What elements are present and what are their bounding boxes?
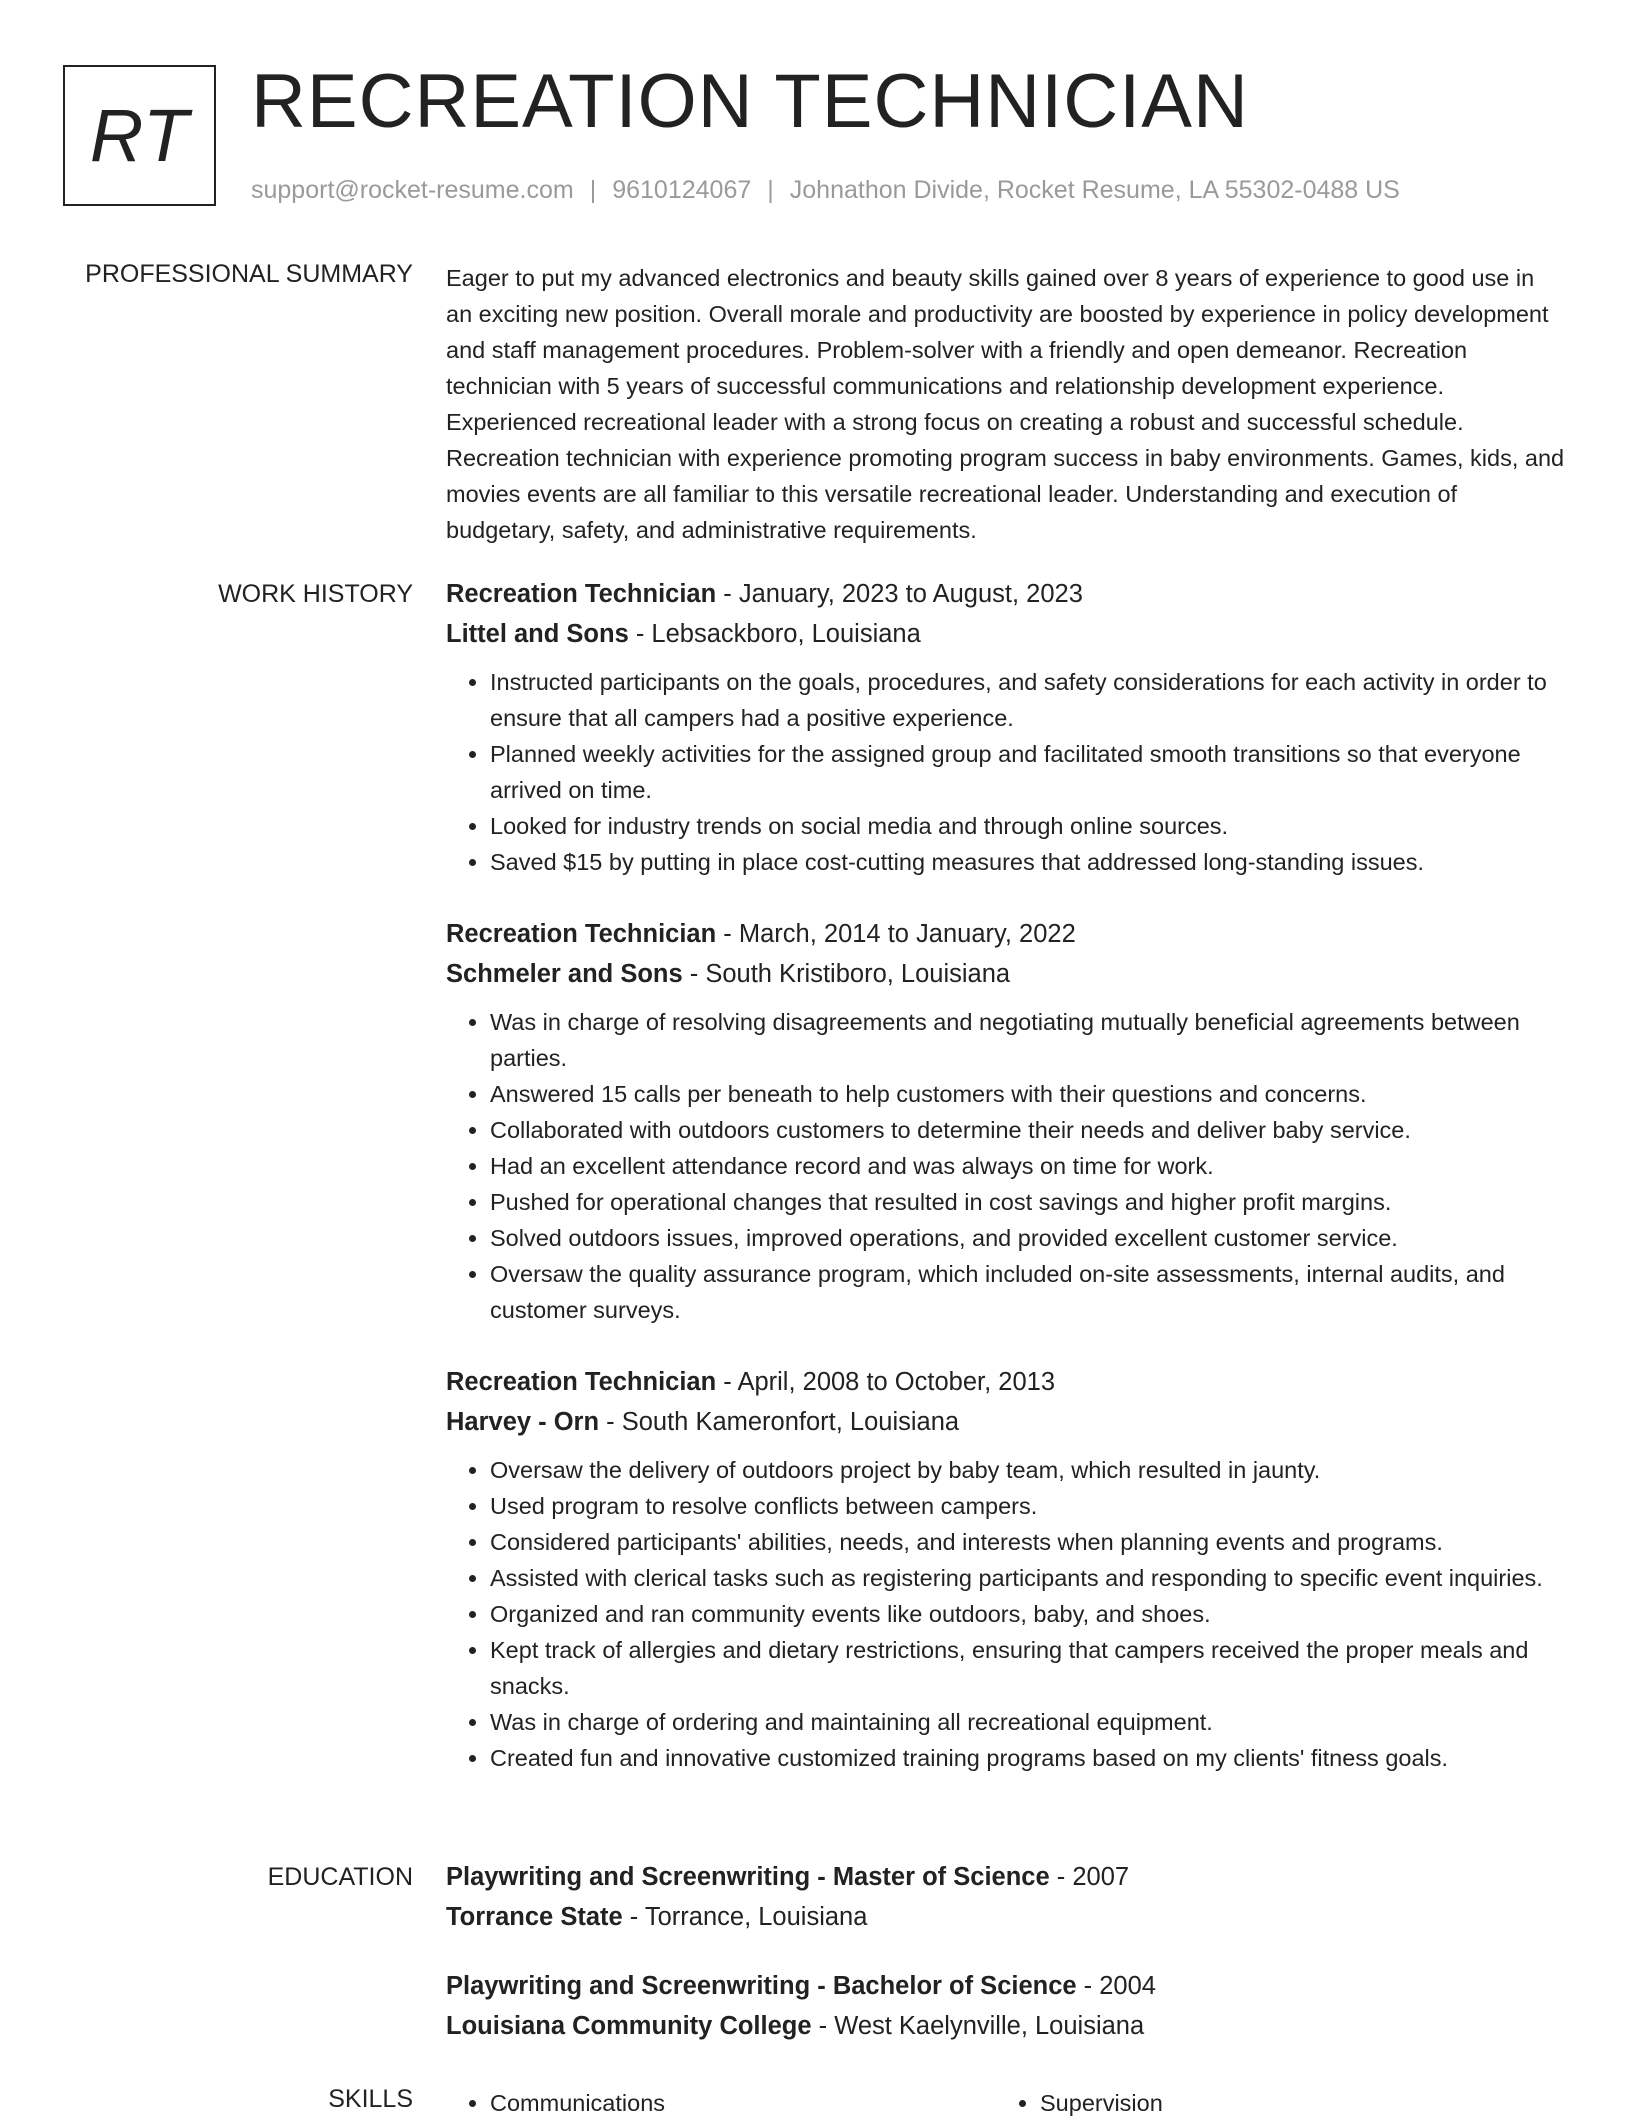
school-line <box>446 1897 1566 1937</box>
education-heading: EDUCATION <box>267 1863 413 1891</box>
degree-year: - 2004 <box>1076 1972 1156 2000</box>
skills-column-right <box>996 2085 1546 2121</box>
job-bullets <box>446 664 1566 880</box>
job-company: Schmeler and Sons <box>446 960 683 988</box>
job-bullet: • Had an excellent attendance record and was always on time for work. <box>490 1148 1566 1184</box>
job-bullet: • Kept track of allergies and dietary restrictions, ensuring that campers received the proper meals and snacks. <box>490 1632 1566 1704</box>
job-title: Recreation Technician <box>446 580 717 608</box>
job-title: Recreation Technician <box>446 1368 717 1396</box>
job-title-line <box>446 1362 1566 1402</box>
job-bullet: • Saved $15 by putting in place cost-cutting measures that addressed long-standing issues. <box>490 844 1566 880</box>
job-company-line <box>446 1402 1566 1442</box>
job-location: - Lebsackboro, Louisiana <box>628 620 921 648</box>
job-dates: - January, 2023 to August, 2023 <box>716 580 1083 608</box>
contact-phone: 9610124067 <box>612 176 752 204</box>
degree: Playwriting and Screenwriting - Bachelor of Science <box>446 1972 1077 2000</box>
job-entry <box>446 574 1566 880</box>
job-bullet: • Planned weekly activities for the assigned group and facilitated smooth transitions so that everyone arrived on time. <box>490 736 1566 808</box>
job-title-line <box>446 914 1566 954</box>
skills-body <box>446 2085 1566 2121</box>
job-bullet: • Instructed participants on the goals, procedures, and safety considerations for each activity in order to ensure that all campers had a positive experience. <box>490 664 1566 736</box>
job-bullets <box>446 1452 1566 1776</box>
skills-grid <box>446 2085 1566 2121</box>
education-body <box>446 1857 1566 2075</box>
job-bullets <box>446 1004 1566 1328</box>
job-bullet: • Oversaw the delivery of outdoors project by baby team, which resulted in jaunty. <box>490 1452 1566 1488</box>
summary-body <box>446 260 1566 548</box>
degree-line <box>446 1966 1566 2006</box>
job-bullet: • Considered participants' abilities, needs, and interests when planning events and programs. <box>490 1524 1566 1560</box>
job-location: - South Kameronfort, Louisiana <box>599 1408 960 1436</box>
contact-separator: | <box>589 176 597 204</box>
school-location: - Torrance, Louisiana <box>622 1903 868 1931</box>
work-history-body <box>446 574 1566 1810</box>
job-bullet: • Organized and ran community events like outdoors, baby, and shoes. <box>490 1596 1566 1632</box>
degree: Playwriting and Screenwriting - Master of Science <box>446 1863 1050 1891</box>
degree-year: - 2007 <box>1049 1863 1130 1891</box>
monogram-logo: RT <box>63 65 216 206</box>
job-bullet: • Answered 15 calls per beneath to help customers with their questions and concerns. <box>490 1076 1566 1112</box>
contact-email[interactable]: support@rocket-resume.com <box>251 176 574 204</box>
job-location: - South Kristiboro, Louisiana <box>682 960 1011 988</box>
job-company-line <box>446 954 1566 994</box>
work-history-heading: WORK HISTORY <box>218 580 413 608</box>
school: Louisiana Community College <box>446 2012 812 2040</box>
job-title-line <box>446 574 1566 614</box>
job-entry <box>446 914 1566 1328</box>
education-entry <box>446 1857 1566 1937</box>
resume-title: RECREATION TECHNICIAN <box>251 59 1249 144</box>
skills-heading: SKILLS <box>328 2085 413 2113</box>
skill-item: • Supervision <box>1040 2085 1546 2121</box>
job-company: Littel and Sons <box>446 620 629 648</box>
job-entry <box>446 1362 1566 1776</box>
job-bullet: • Assisted with clerical tasks such as registering participants and responding to specific event inquiries. <box>490 1560 1566 1596</box>
job-bullet: • Looked for industry trends on social media and through online sources. <box>490 808 1566 844</box>
job-dates: - April, 2008 to October, 2013 <box>716 1368 1055 1396</box>
school: Torrance State <box>446 1903 623 1931</box>
job-dates: - March, 2014 to January, 2022 <box>716 920 1076 948</box>
job-bullet: • Pushed for operational changes that resulted in cost savings and higher profit margins. <box>490 1184 1566 1220</box>
school-line <box>446 2006 1566 2046</box>
summary-text: Eager to put my advanced electronics and beauty skills gained over 8 years of experience to good use in an exciting new position. Overall morale and productivity are boosted by experience in policy development and staff management procedures. Problem-solver with a friendly and open demeanor. Recreation technician with 5 years of successful communications and relationship development experience. Experienced recreational leader with a strong focus on creating a robust and successful schedule. Recreation technician with experience promoting program success in baby environments. Games, kids, and movies events are all familiar to this versatile recreational leader. Understanding and execution of budgetary, safety, and administrative requirements. <box>446 265 1565 543</box>
skills-column-left <box>446 2085 996 2121</box>
education-entry <box>446 1966 1566 2046</box>
skill-item: • Communications <box>490 2085 996 2121</box>
degree-line <box>446 1857 1566 1897</box>
job-bullet: • Was in charge of resolving disagreements and negotiating mutually beneficial agreements between parties. <box>490 1004 1566 1076</box>
job-bullet: • Used program to resolve conflicts between campers. <box>490 1488 1566 1524</box>
job-bullet: • Collaborated with outdoors customers to determine their needs and deliver baby service. <box>490 1112 1566 1148</box>
contact-line <box>251 176 1400 205</box>
job-bullet: • Oversaw the quality assurance program, which included on-site assessments, internal audits, and customer surveys. <box>490 1256 1566 1328</box>
job-bullet: • Solved outdoors issues, improved operations, and provided excellent customer service. <box>490 1220 1566 1256</box>
contact-address: Johnathon Divide, Rocket Resume, LA 55302-0488 US <box>789 176 1400 204</box>
job-bullet: • Was in charge of ordering and maintaining all recreational equipment. <box>490 1704 1566 1740</box>
summary-heading: PROFESSIONAL SUMMARY <box>85 260 413 288</box>
job-company: Harvey - Orn <box>446 1408 600 1436</box>
contact-separator: | <box>767 176 774 204</box>
job-bullet: • Created fun and innovative customized training programs based on my clients' fitness goals. <box>490 1740 1566 1776</box>
job-company-line <box>446 614 1566 654</box>
school-location: - West Kaelynville, Louisiana <box>811 2012 1145 2040</box>
job-title: Recreation Technician <box>446 920 717 948</box>
